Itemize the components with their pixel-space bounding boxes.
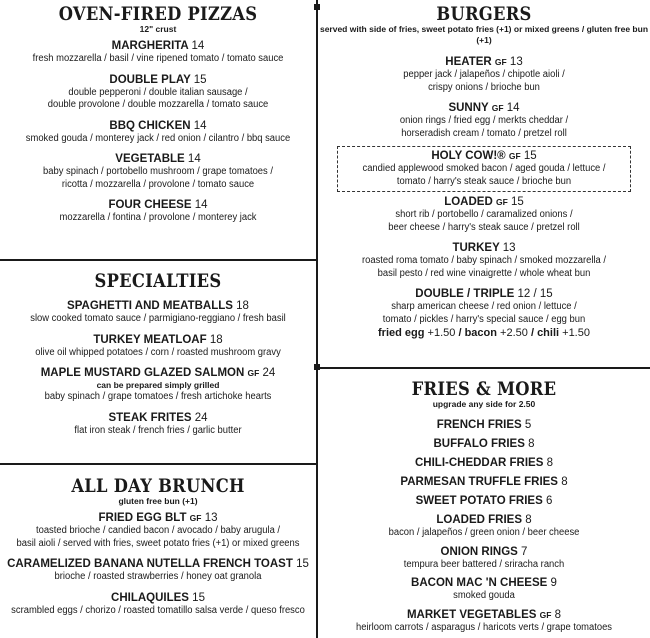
item-name: BBQ CHICKEN — [109, 119, 191, 132]
item-description: mozzarella / fontina / provolone / monterey jack — [59, 212, 257, 223]
right-column — [318, 0, 650, 638]
item-name: DOUBLE / TRIPLE — [415, 288, 515, 300]
item-price: 15 — [193, 73, 207, 86]
item-price: 15 — [296, 558, 309, 570]
item-name: MAPLE MUSTARD GLAZED SALMON — [40, 367, 245, 379]
item-description: beer cheese / harry's steak sauce / pretzel roll — [388, 221, 580, 233]
item-price: 8 — [546, 457, 554, 469]
brunch-section — [0, 475, 316, 617]
item-name: HOLY COW!® — [431, 150, 506, 162]
section-title: OVEN-FIRED PIZZAS — [58, 3, 258, 25]
item-description: smoked gouda — [453, 590, 515, 601]
menu-item — [318, 418, 650, 432]
item-description: heirloom carrots / asparagus / haricots verts / grape tomatoes — [355, 621, 613, 633]
item-price: 14 — [194, 199, 208, 211]
item-description: flat iron steak / french fries / garlic butter — [74, 424, 242, 436]
left-column — [0, 0, 316, 638]
specialties-section — [0, 270, 316, 437]
menu-item — [318, 608, 650, 635]
addon-price: +2.50 — [500, 327, 528, 339]
item-description: sharp american cheese / red onion / lettuce / — [391, 301, 577, 312]
menu-item — [0, 511, 316, 550]
menu-item — [0, 366, 316, 404]
section-subtitle: gluten free bun (+1) — [118, 496, 198, 506]
gluten-free-badge: GF — [539, 609, 552, 620]
menu-item — [318, 241, 650, 280]
item-description: smoked gouda / monterey jack / red onion / cilantro / bbq sauce — [25, 132, 291, 144]
item-name: MARKET VEGETABLES — [406, 608, 537, 621]
featured-menu-item — [337, 146, 631, 192]
item-description: tomato / harry's steak sauce / brioche bun — [396, 175, 572, 187]
menu-item — [318, 101, 650, 140]
menu-item — [318, 513, 650, 540]
menu-item — [0, 411, 316, 438]
addon-separator: / — [530, 327, 534, 339]
item-description: candied applewood smoked bacon / aged gouda / lettuce / — [362, 163, 606, 174]
item-description: crispy onions / brioche bun — [428, 81, 540, 93]
item-name: TURKEY — [452, 242, 500, 254]
burgers-section — [318, 3, 650, 340]
item-description: tempura beer battered / sriracha ranch — [403, 558, 565, 570]
item-price: 14 — [187, 153, 201, 165]
item-description: basil aioli / served with fries, sweet potato fries (+1) or mixed greens — [16, 537, 300, 549]
item-name: BUFFALO FRIES — [433, 438, 525, 450]
menu-item — [0, 333, 316, 360]
item-name: FRENCH FRIES — [436, 419, 522, 431]
menu-item — [0, 299, 316, 326]
item-price: 6 — [545, 495, 553, 507]
gluten-free-badge: GF — [189, 513, 202, 523]
menu-item — [318, 576, 650, 603]
gluten-free-badge: GF — [491, 103, 504, 113]
item-name: SPAGHETTI AND MEATBALLS — [67, 300, 233, 312]
item-description: olive oil whipped potatoes / corn / roasted mushroom gravy — [35, 346, 281, 358]
item-name: DOUBLE PLAY — [109, 73, 191, 86]
item-price: 8 — [528, 438, 535, 450]
item-price: 14 — [506, 102, 520, 114]
item-name: TURKEY MEATLOAF — [93, 333, 207, 346]
item-name: CHILAQUILES — [111, 591, 189, 604]
burger-addons — [318, 326, 650, 340]
section-subtitle: 12" crust — [139, 24, 177, 34]
item-description: brioche / roasted strawberries / honey oat granola — [54, 571, 262, 582]
item-description: baby spinach / grape tomatoes / fresh artichoke hearts — [44, 391, 272, 402]
item-name: ONION RINGS — [440, 545, 518, 558]
item-name: CHILI-CHEDDAR FRIES — [414, 457, 544, 469]
item-description: tomato / pickles / harry's special sauce / egg bun — [382, 313, 586, 325]
addon-label: fried egg — [378, 327, 425, 339]
item-price: 24 — [262, 367, 276, 379]
menu-item — [0, 39, 316, 66]
item-name: MARGHERITA — [111, 40, 189, 52]
section-title: BURGERS — [436, 3, 532, 25]
menu-item — [318, 195, 650, 234]
item-price: 8 — [561, 476, 568, 488]
addon-price: +1.50 — [427, 327, 456, 339]
item-description: short rib / portobello / caramalized onions / — [395, 209, 573, 220]
item-name: BACON MAC 'N CHEESE — [411, 577, 548, 589]
section-title: SPECIALTIES — [94, 270, 222, 292]
item-description: slow cooked tomato sauce / parmigiano-reggiano / fresh basil — [30, 313, 286, 324]
item-description: horseradish cream / tomato / pretzel roll — [401, 127, 567, 139]
item-price: 13 — [509, 56, 523, 68]
menu-item — [0, 591, 316, 618]
item-price: 15 — [510, 196, 524, 208]
item-name: LOADED FRIES — [436, 514, 522, 526]
item-price: 9 — [550, 577, 557, 589]
menu-item — [318, 456, 650, 470]
item-description: double provolone / double mozzarella / tomato sauce — [47, 99, 269, 110]
item-price: 13 — [502, 242, 516, 254]
menu-item — [0, 152, 316, 191]
item-note: can be prepared simply grilled — [96, 380, 220, 390]
item-description: scrambled eggs / chorizo / roasted tomatillo salsa verde / queso fresco — [11, 604, 305, 616]
item-price: 5 — [524, 419, 532, 431]
item-name: STEAK FRITES — [108, 411, 192, 424]
menu-item — [318, 475, 650, 489]
item-name: PARMESAN TRUFFLE FRIES — [400, 476, 558, 488]
item-price: 7 — [521, 545, 528, 558]
item-description: fresh mozzarella / basil / vine ripened tomato / tomato sauce — [32, 53, 284, 64]
menu-item — [0, 557, 316, 584]
pizzas-section — [0, 3, 316, 225]
fries-section — [318, 378, 650, 634]
addon-price: +1.50 — [562, 327, 590, 339]
item-price: 14 — [191, 40, 205, 52]
item-name: SUNNY — [448, 102, 489, 114]
item-name: VEGETABLE — [115, 153, 185, 165]
menu-item — [318, 545, 650, 572]
addon-label: bacon — [464, 327, 497, 339]
section-title: FRIES & MORE — [411, 378, 557, 400]
menu-item — [318, 55, 650, 94]
item-description: baby spinach / portobello mushroom / grape tomatoes / — [43, 166, 273, 177]
item-description: toasted brioche / candied bacon / avocado / baby arugula / — [35, 525, 281, 536]
item-description: onion rings / fried egg / merkts cheddar / — [399, 115, 569, 126]
item-name: HEATER — [445, 56, 492, 68]
item-name: FRIED EGG BLT — [98, 512, 187, 524]
gluten-free-badge: GF — [494, 57, 507, 67]
item-price: 14 — [193, 119, 207, 132]
menu-item — [0, 119, 316, 146]
menu-item — [318, 437, 650, 451]
item-price: 13 — [204, 512, 218, 524]
item-description: pepper jack / jalapeños / chipotle aioli / — [403, 69, 565, 80]
gluten-free-badge: GF — [247, 368, 260, 378]
item-price: 18 — [236, 300, 249, 312]
menu-item — [0, 198, 316, 225]
item-name: LOADED — [444, 196, 493, 208]
item-description: roasted roma tomato / baby spinach / smoked mozzarella / — [361, 255, 606, 266]
item-price: 15 — [523, 150, 537, 162]
section-subtitle: upgrade any side for 2.50 — [432, 399, 536, 409]
addon-separator: / — [458, 327, 462, 339]
gluten-free-badge: GF — [508, 151, 521, 161]
addon-label: chili — [537, 327, 560, 339]
section-title: ALL DAY BRUNCH — [71, 475, 245, 497]
item-description: bacon / jalapeños / green onion / beer cheese — [388, 527, 580, 538]
item-price: 24 — [194, 411, 208, 424]
item-price: 8 — [525, 514, 532, 526]
item-description: basil pesto / red wine vinaigrette / whole wheat bun — [377, 267, 591, 279]
gluten-free-badge: GF — [495, 197, 508, 207]
item-name: SWEET POTATO FRIES — [415, 495, 543, 507]
item-description: ricotta / mozzarella / provolone / tomato sauce — [61, 178, 255, 190]
menu-item — [318, 287, 650, 340]
item-price: 8 — [554, 608, 562, 621]
item-price: 18 — [209, 333, 223, 346]
item-name: CARAMELIZED BANANA NUTELLA FRENCH TOAST — [7, 558, 293, 570]
item-description: double pepperoni / double italian sausage / — [68, 86, 248, 98]
item-price: 12 / 15 — [517, 288, 553, 300]
menu-item — [318, 494, 650, 508]
section-subtitle: served with side of fries, sweet potato fries (+1) or mixed greens / gluten free bun (+1) — [319, 24, 649, 45]
menu-item — [0, 73, 316, 112]
item-name: FOUR CHEESE — [108, 199, 192, 211]
item-price: 15 — [192, 591, 205, 604]
